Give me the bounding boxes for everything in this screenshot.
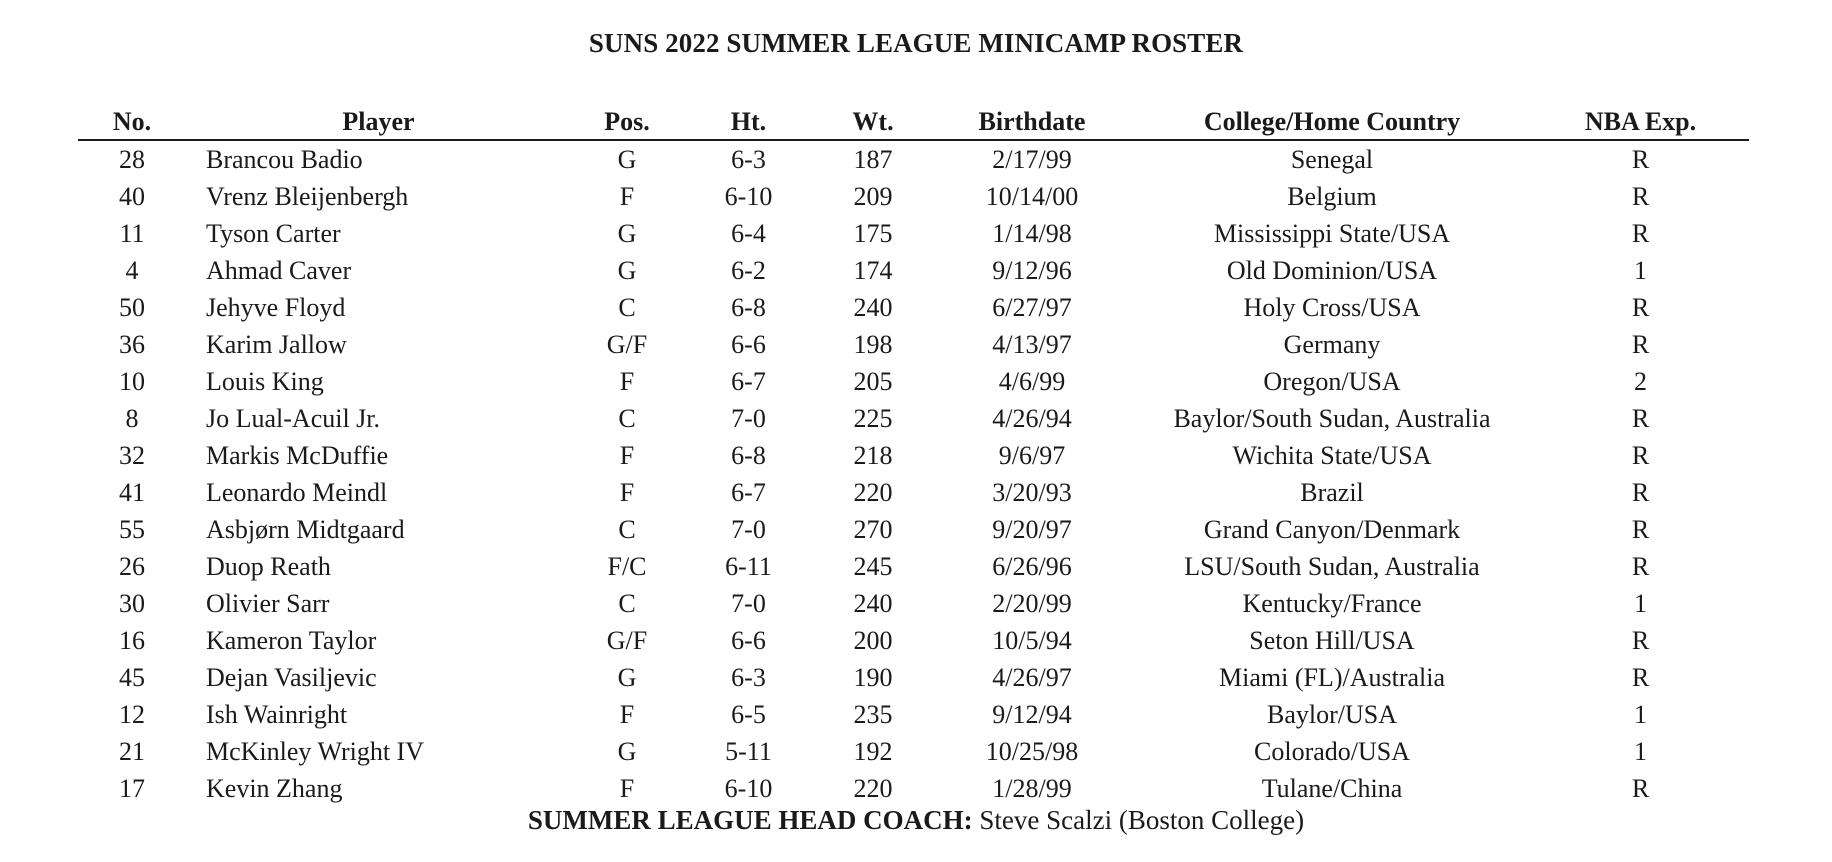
cell-no: 16 [119, 625, 145, 655]
column-header-college: College/Home Country [1132, 100, 1532, 140]
cell-college: Holy Cross/USA [1243, 292, 1421, 322]
page-title: SUNS 2022 SUMMER LEAGUE MINICAMP ROSTER [588, 28, 1244, 58]
cell-no: 28 [119, 144, 145, 174]
cell-player: Kameron Taylor [206, 625, 377, 655]
cell-nba-exp: 1 [1634, 736, 1647, 766]
cell-nba-exp: 1 [1634, 255, 1647, 285]
cell-weight: 205 [853, 366, 893, 396]
cell-nba-exp: R [1631, 514, 1650, 544]
cell-nba-exp: R [1631, 773, 1650, 803]
table-row [78, 326, 1749, 363]
cell-pos: F [619, 440, 635, 470]
table-row [78, 474, 1749, 511]
cell-player: Kevin Zhang [206, 773, 343, 803]
cell-no: 12 [119, 699, 145, 729]
cell-player: Brancou Badio [206, 144, 363, 174]
cell-weight: 200 [853, 625, 893, 655]
cell-no: 17 [119, 773, 145, 803]
cell-weight: 187 [853, 144, 893, 174]
cell-pos: C [618, 403, 636, 433]
cell-height: 7-0 [731, 403, 766, 433]
cell-birthdate: 10/25/98 [985, 736, 1079, 766]
table-row [78, 770, 1749, 807]
roster-body [78, 140, 1749, 807]
table-row [78, 585, 1749, 622]
cell-weight: 240 [853, 292, 893, 322]
cell-no: 41 [119, 477, 145, 507]
cell-nba-exp: R [1631, 440, 1650, 470]
cell-height: 6-10 [724, 773, 773, 803]
table-row [78, 178, 1749, 215]
cell-nba-exp: R [1631, 662, 1650, 692]
cell-player: Ahmad Caver [206, 255, 352, 285]
column-header-wt: Wt. [814, 100, 932, 140]
cell-weight: 220 [853, 773, 893, 803]
cell-player: Olivier Sarr [206, 588, 330, 618]
cell-weight: 190 [853, 662, 893, 692]
cell-player: Dejan Vasiljevic [206, 662, 377, 692]
cell-no: 36 [119, 329, 145, 359]
cell-birthdate: 10/5/94 [992, 625, 1072, 655]
cell-weight: 225 [853, 403, 893, 433]
cell-nba-exp: R [1631, 181, 1650, 211]
cell-height: 6-3 [731, 662, 766, 692]
head-coach-name: Steve Scalzi (Boston College) [979, 805, 1305, 835]
cell-no: 11 [119, 218, 145, 248]
cell-player: Jehyve Floyd [206, 292, 346, 322]
cell-pos: C [618, 292, 636, 322]
cell-nba-exp: R [1631, 329, 1650, 359]
cell-nba-exp: R [1631, 625, 1650, 655]
cell-player: Jo Lual-Acuil Jr. [206, 403, 381, 433]
cell-player: Asbjørn Midtgaard [206, 514, 405, 544]
cell-player: Vrenz Bleijenbergh [206, 181, 409, 211]
cell-nba-exp: R [1631, 292, 1650, 322]
cell-college: Miami (FL)/Australia [1218, 662, 1445, 692]
cell-weight: 270 [853, 514, 893, 544]
cell-no: 40 [119, 181, 145, 211]
cell-weight: 218 [853, 440, 893, 470]
cell-birthdate: 4/26/97 [992, 662, 1072, 692]
table-row [78, 548, 1749, 585]
cell-no: 32 [119, 440, 145, 470]
cell-no: 10 [119, 366, 145, 396]
cell-birthdate: 4/13/97 [992, 329, 1072, 359]
cell-height: 6-2 [731, 255, 766, 285]
cell-college: Tulane/China [1261, 773, 1403, 803]
cell-birthdate: 2/20/99 [992, 588, 1072, 618]
cell-height: 6-8 [731, 292, 766, 322]
cell-weight: 192 [853, 736, 893, 766]
table-row [78, 215, 1749, 252]
cell-no: 50 [119, 292, 145, 322]
cell-college: Senegal [1290, 144, 1374, 174]
cell-no: 21 [119, 736, 145, 766]
cell-height: 5-11 [725, 736, 772, 766]
cell-college: Belgium [1287, 181, 1377, 211]
cell-birthdate: 2/17/99 [992, 144, 1072, 174]
cell-height: 7-0 [731, 514, 766, 544]
cell-weight: 240 [853, 588, 893, 618]
cell-birthdate: 10/14/00 [985, 181, 1079, 211]
column-header-player: Player [186, 100, 571, 140]
cell-college: Baylor/South Sudan, Australia [1173, 403, 1491, 433]
cell-birthdate: 3/20/93 [992, 477, 1072, 507]
cell-nba-exp: 1 [1634, 699, 1647, 729]
cell-college: Kentucky/France [1242, 588, 1422, 618]
cell-weight: 235 [853, 699, 893, 729]
cell-nba-exp: 1 [1634, 588, 1647, 618]
cell-birthdate: 1/28/99 [992, 773, 1072, 803]
cell-height: 7-0 [731, 588, 766, 618]
head-coach-label: SUMMER LEAGUE HEAD COACH: [527, 805, 973, 835]
table-row [78, 511, 1749, 548]
cell-college: Brazil [1300, 477, 1364, 507]
cell-pos: F [619, 366, 635, 396]
cell-birthdate: 4/26/94 [992, 403, 1072, 433]
table-row [78, 437, 1749, 474]
table-row [78, 289, 1749, 326]
cell-college: Old Dominion/USA [1226, 255, 1438, 285]
cell-no: 4 [125, 255, 139, 285]
cell-player: Karim Jallow [206, 329, 347, 359]
cell-pos: G [617, 144, 637, 174]
cell-height: 6-10 [724, 181, 773, 211]
cell-no: 8 [125, 403, 139, 433]
table-row [78, 140, 1749, 178]
cell-college: Seton Hill/USA [1249, 625, 1415, 655]
table-row [78, 696, 1749, 733]
cell-pos: F [619, 773, 635, 803]
cell-player: Markis McDuffie [206, 440, 389, 470]
cell-college: LSU/South Sudan, Australia [1184, 551, 1480, 581]
column-header-birthdate: Birthdate [932, 100, 1132, 140]
cell-nba-exp: 2 [1634, 366, 1647, 396]
cell-height: 6-3 [731, 144, 766, 174]
cell-player: Tyson Carter [206, 218, 341, 248]
cell-height: 6-11 [725, 551, 772, 581]
cell-weight: 198 [853, 329, 893, 359]
cell-player: Ish Wainright [206, 699, 348, 729]
table-row [78, 659, 1749, 696]
cell-college: Wichita State/USA [1232, 440, 1432, 470]
cell-pos: G/F [606, 625, 648, 655]
cell-weight: 220 [853, 477, 893, 507]
cell-nba-exp: R [1631, 477, 1650, 507]
cell-player: Leonardo Meindl [206, 477, 388, 507]
cell-pos: G [617, 218, 637, 248]
cell-height: 6-7 [731, 366, 766, 396]
cell-weight: 175 [853, 218, 893, 248]
table-row [78, 733, 1749, 770]
cell-pos: G [617, 736, 637, 766]
cell-pos: G [617, 662, 637, 692]
cell-no: 30 [119, 588, 145, 618]
cell-college: Germany [1283, 329, 1381, 359]
roster-table [78, 100, 1749, 807]
cell-nba-exp: R [1631, 403, 1650, 433]
cell-college: Baylor/USA [1267, 699, 1397, 729]
cell-college: Oregon/USA [1263, 366, 1401, 396]
cell-birthdate: 4/6/99 [998, 366, 1066, 396]
cell-college: Mississippi State/USA [1213, 218, 1451, 248]
table-row [78, 252, 1749, 289]
cell-birthdate: 9/20/97 [992, 514, 1072, 544]
cell-no: 45 [119, 662, 145, 692]
cell-birthdate: 9/12/96 [992, 255, 1072, 285]
head-coach-line [0, 805, 1832, 836]
column-header-exp: NBA Exp. [1532, 100, 1749, 140]
cell-pos: C [618, 514, 636, 544]
cell-height: 6-7 [731, 477, 766, 507]
cell-college: Grand Canyon/Denmark [1203, 514, 1461, 544]
cell-pos: F [619, 181, 635, 211]
cell-nba-exp: R [1631, 551, 1650, 581]
column-header-no: No. [78, 100, 186, 140]
cell-height: 6-8 [731, 440, 766, 470]
cell-college: Colorado/USA [1254, 736, 1410, 766]
cell-weight: 209 [853, 181, 893, 211]
cell-pos: G [617, 255, 637, 285]
header-row [78, 100, 1749, 140]
cell-birthdate: 6/26/96 [992, 551, 1072, 581]
cell-birthdate: 9/6/97 [998, 440, 1066, 470]
cell-weight: 245 [853, 551, 893, 581]
cell-height: 6-6 [731, 329, 766, 359]
cell-height: 6-5 [731, 699, 766, 729]
cell-nba-exp: R [1631, 218, 1650, 248]
cell-player: Louis King [206, 366, 324, 396]
cell-player: Duop Reath [206, 551, 331, 581]
cell-no: 26 [119, 551, 145, 581]
cell-no: 55 [119, 514, 145, 544]
cell-player: McKinley Wright IV [206, 736, 424, 766]
table-row [78, 363, 1749, 400]
cell-birthdate: 1/14/98 [992, 218, 1072, 248]
cell-pos: F/C [607, 551, 647, 581]
cell-height: 6-4 [731, 218, 766, 248]
table-row [78, 622, 1749, 659]
cell-pos: F [619, 477, 635, 507]
cell-pos: C [618, 588, 636, 618]
cell-pos: F [619, 699, 635, 729]
cell-nba-exp: R [1631, 144, 1650, 174]
table-row [78, 400, 1749, 437]
cell-birthdate: 6/27/97 [992, 292, 1072, 322]
cell-pos: G/F [606, 329, 648, 359]
column-header-ht: Ht. [683, 100, 814, 140]
cell-weight: 174 [853, 255, 893, 285]
cell-height: 6-6 [731, 625, 766, 655]
column-header-pos: Pos. [571, 100, 683, 140]
cell-birthdate: 9/12/94 [992, 699, 1072, 729]
